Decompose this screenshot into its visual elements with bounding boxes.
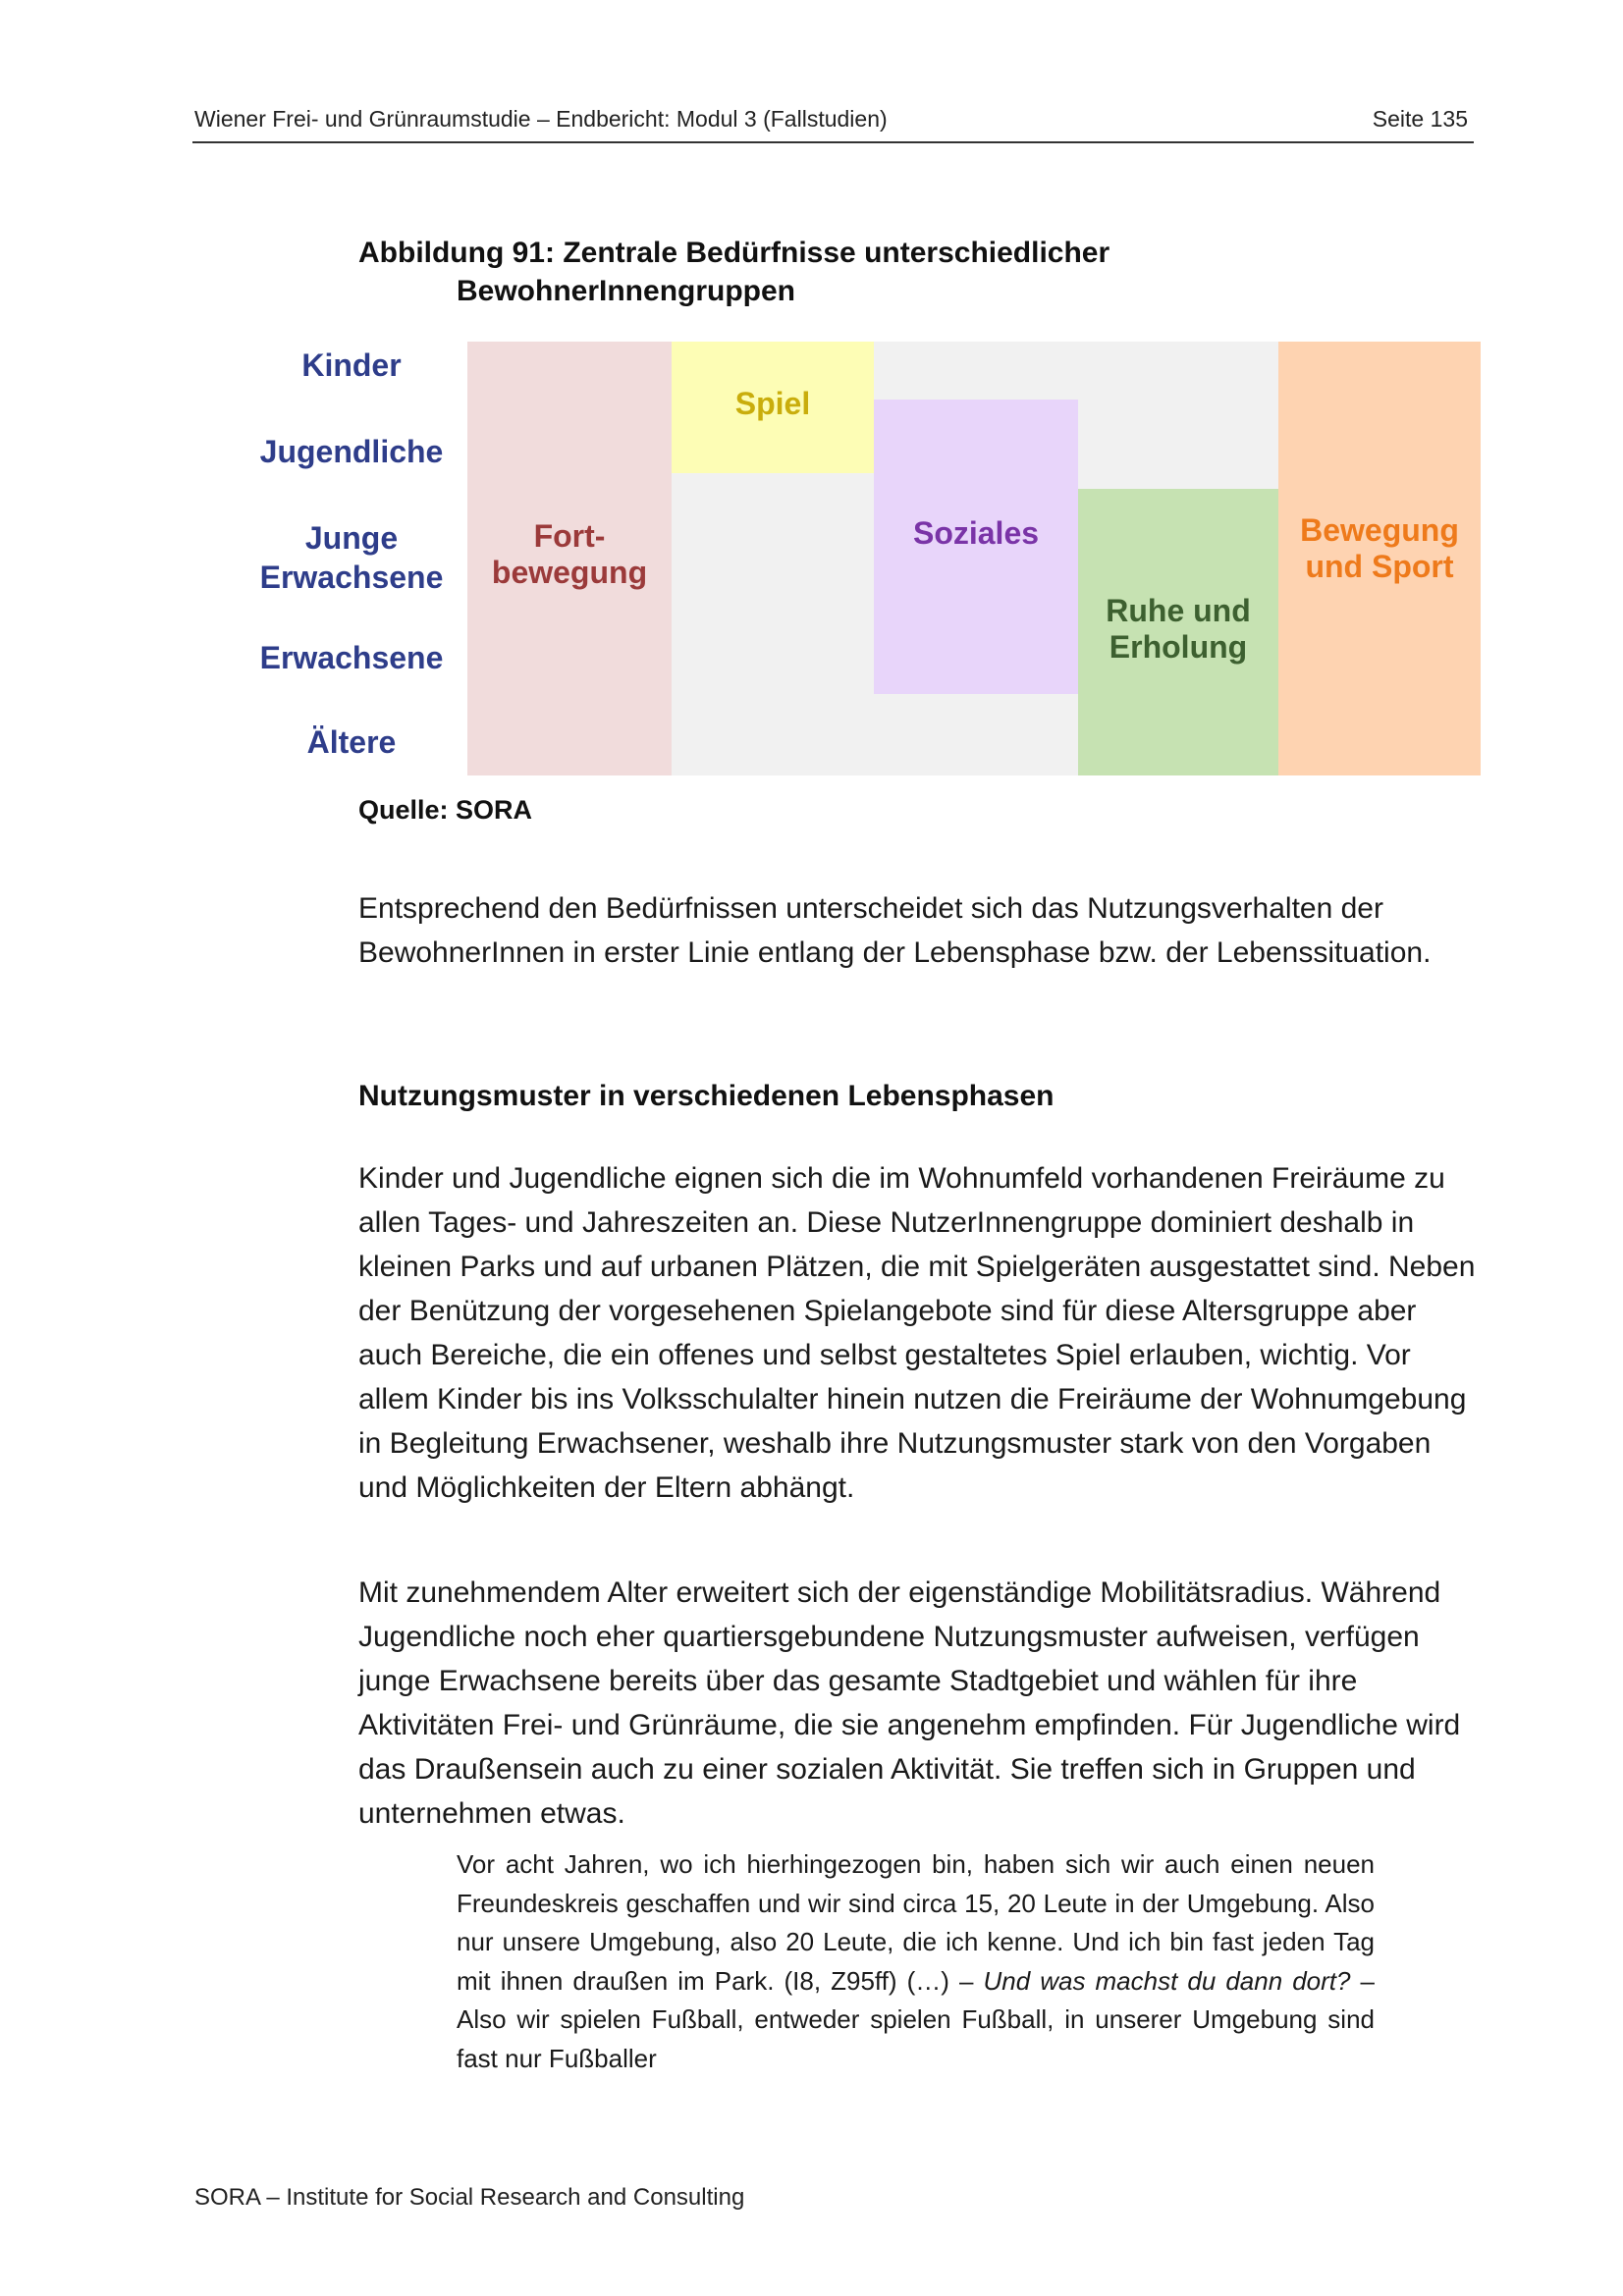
paragraph-intro-text: Entsprechend den Bedürfnissen unterscheidet sich das Nutzungsverhalten der BewohnerInnen in erster Linie entlang der Lebensphase bzw. der Lebenssituation. xyxy=(358,892,1432,969)
block-label-ruhe-line2: Erholung xyxy=(1109,629,1248,665)
quote-part1: Vor acht Jahren, wo ich hierhingezogen bin, haben sich wir auch einen neuen Freundeskreis geschaffen und wir sind circa 15, 20 Leute in der Umgebung. Also nur unsere Umgebung, also 20 Leute, die ich kenne. Und ich bin fast jeden Tag mit ihnen draußen im Park. (I8, Z95ff) (…) – xyxy=(457,1849,1375,1996)
chart-block-spiel xyxy=(672,342,874,473)
quote-part2: – Also wir spielen Fußball, entweder spielen Fußball, in unserer Umgebung sind fast nur Fußballer xyxy=(457,1965,1375,2073)
chart-block-soziales xyxy=(874,400,1078,694)
chart-block-ruhe-erholung xyxy=(1078,489,1278,775)
section-heading: Nutzungsmuster in verschiedenen Lebensphasen xyxy=(358,1080,1055,1112)
chart-block-bewegung-sport xyxy=(1278,342,1481,775)
figure-title-line2: BewohnerInnengruppen xyxy=(457,275,795,307)
row-label-aeltere: Ältere xyxy=(306,724,397,760)
quote-question: Und was machst du dann dort? xyxy=(983,1965,1351,1996)
block-label-fortbewegung xyxy=(467,518,672,591)
row-label-junge-line1: Junge xyxy=(304,520,399,556)
paragraph-youth xyxy=(358,1571,1478,1836)
row-label-junge-erwachsene xyxy=(239,518,464,597)
block-label-fortbewegung-line2: bewegung xyxy=(491,555,648,590)
page-header xyxy=(192,98,1474,143)
header-title: Wiener Frei- und Grünraumstudie – Endbericht: Modul 3 (Fallstudien) xyxy=(194,106,888,132)
figure-title-line1: Abbildung 91: Zentrale Bedürfnisse unterschiedlicher xyxy=(358,237,1110,269)
block-label-ruhe-line1: Ruhe und xyxy=(1106,593,1251,628)
block-label-bewegung-sport xyxy=(1278,512,1481,585)
page-number: Seite 135 xyxy=(1372,106,1468,132)
block-label-bewegung-line1: Bewegung xyxy=(1300,512,1459,548)
paragraph-intro xyxy=(358,886,1478,975)
paragraph-children-text: Kinder und Jugendliche eignen sich die im Wohnumfeld vorhandenen Freiräume zu allen Tages- und Jahreszeiten an. Diese NutzerInnengruppe dominiert deshalb in kleinen Parks und auf urbanen Plätzen, die mit Spielgeräten ausgestattet sind. Neben der Benützung der vorgesehenen Spielangebote sind für diese Altersgruppe aber auch Bereiche, die ein offenes und selbst gestaltetes Spiel erlauben, wichtig. Vor allem Kinder bis ins Volksschulalter hinein nutzen die Freiräume der Wohnumgebung in Begleitung Erwachsener, weshalb ihre Nutzungsmuster stark von den Vorgaben und Möglichkeiten der Eltern abhängt. xyxy=(358,1162,1476,1504)
row-label-jugendliche: Jugendliche xyxy=(259,434,444,469)
figure-title xyxy=(358,234,1109,310)
block-label-ruhe-erholung xyxy=(1078,593,1278,666)
paragraph-youth-text: Mit zunehmendem Alter erweitert sich der eigenständige Mobilitätsradius. Während Jugendliche noch eher quartiersgebundene Nutzungsmuster aufweisen, verfügen junge Erwachsene bereits über das gesamte Stadtgebiet und wählen für ihre Aktivitäten Frei- und Grünräume, die sie angenehm empfinden. Für Jugendliche wird das Draußensein auch zu einer sozialen Aktivität. Sie treffen sich in Gruppen und unternehmen etwas. xyxy=(358,1576,1461,1830)
block-label-soziales: Soziales xyxy=(912,515,1040,551)
page-footer: SORA – Institute for Social Research and Consulting xyxy=(194,2184,745,2211)
block-label-bewegung-line2: und Sport xyxy=(1305,549,1454,584)
figure-source: Quelle: SORA xyxy=(358,795,533,825)
row-label-kinder: Kinder xyxy=(301,347,402,383)
row-label-junge-line2: Erwachsene xyxy=(259,560,444,595)
block-label-spiel: Spiel xyxy=(734,386,811,421)
chart-block-fortbewegung xyxy=(467,342,672,775)
interview-quote xyxy=(457,1845,1375,2078)
paragraph-children xyxy=(358,1156,1478,1510)
row-label-erwachsene: Erwachsene xyxy=(259,640,444,675)
block-label-fortbewegung-line1: Fort- xyxy=(533,518,606,554)
